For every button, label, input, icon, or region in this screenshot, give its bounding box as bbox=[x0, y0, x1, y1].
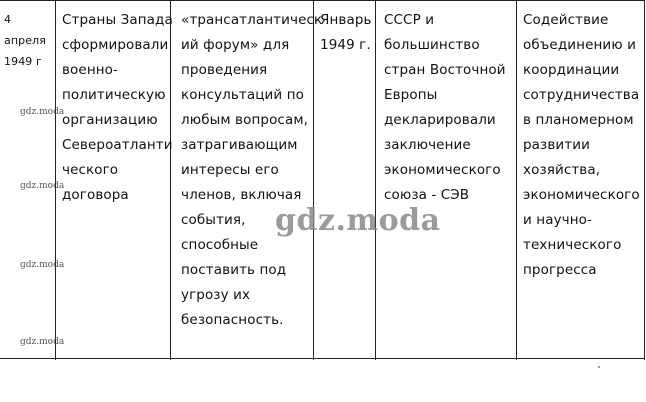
column-divider bbox=[375, 1, 376, 360]
event-cell-nato: Страны Запада сформировали военно- политическую организацию Североатланти ческого договора bbox=[62, 12, 173, 203]
purpose-cell-comecon: Содействие объединению и координации сотрудничества в планомерном развитии хозяйства, экономического и научно- технического прогресса bbox=[523, 12, 640, 278]
purpose-cell-nato: «трансатлантическ ий форум» для проведения консультаций по любым вопросам, затрагивающим интересы его членов, включая события, способные поставить под угрозу их безопасность. bbox=[181, 12, 323, 328]
speck bbox=[598, 366, 600, 368]
watermark-small: gdz.moda bbox=[20, 260, 65, 270]
watermark-small: gdz.moda bbox=[20, 107, 65, 117]
watermark-small: gdz.moda bbox=[20, 337, 65, 347]
column-divider bbox=[516, 1, 517, 360]
date-cell-comecon: Январь 1949 г. bbox=[320, 12, 372, 53]
watermark-small: gdz.moda bbox=[20, 181, 65, 191]
event-cell-comecon: СССР и большинство стран Восточной Европы декларировали заключение экономического союза - СЭВ bbox=[384, 12, 506, 203]
watermark-large: gdz.moda bbox=[275, 203, 441, 238]
column-divider bbox=[644, 1, 645, 360]
date-cell-nato: 4 апреля 1949 г bbox=[4, 13, 46, 68]
